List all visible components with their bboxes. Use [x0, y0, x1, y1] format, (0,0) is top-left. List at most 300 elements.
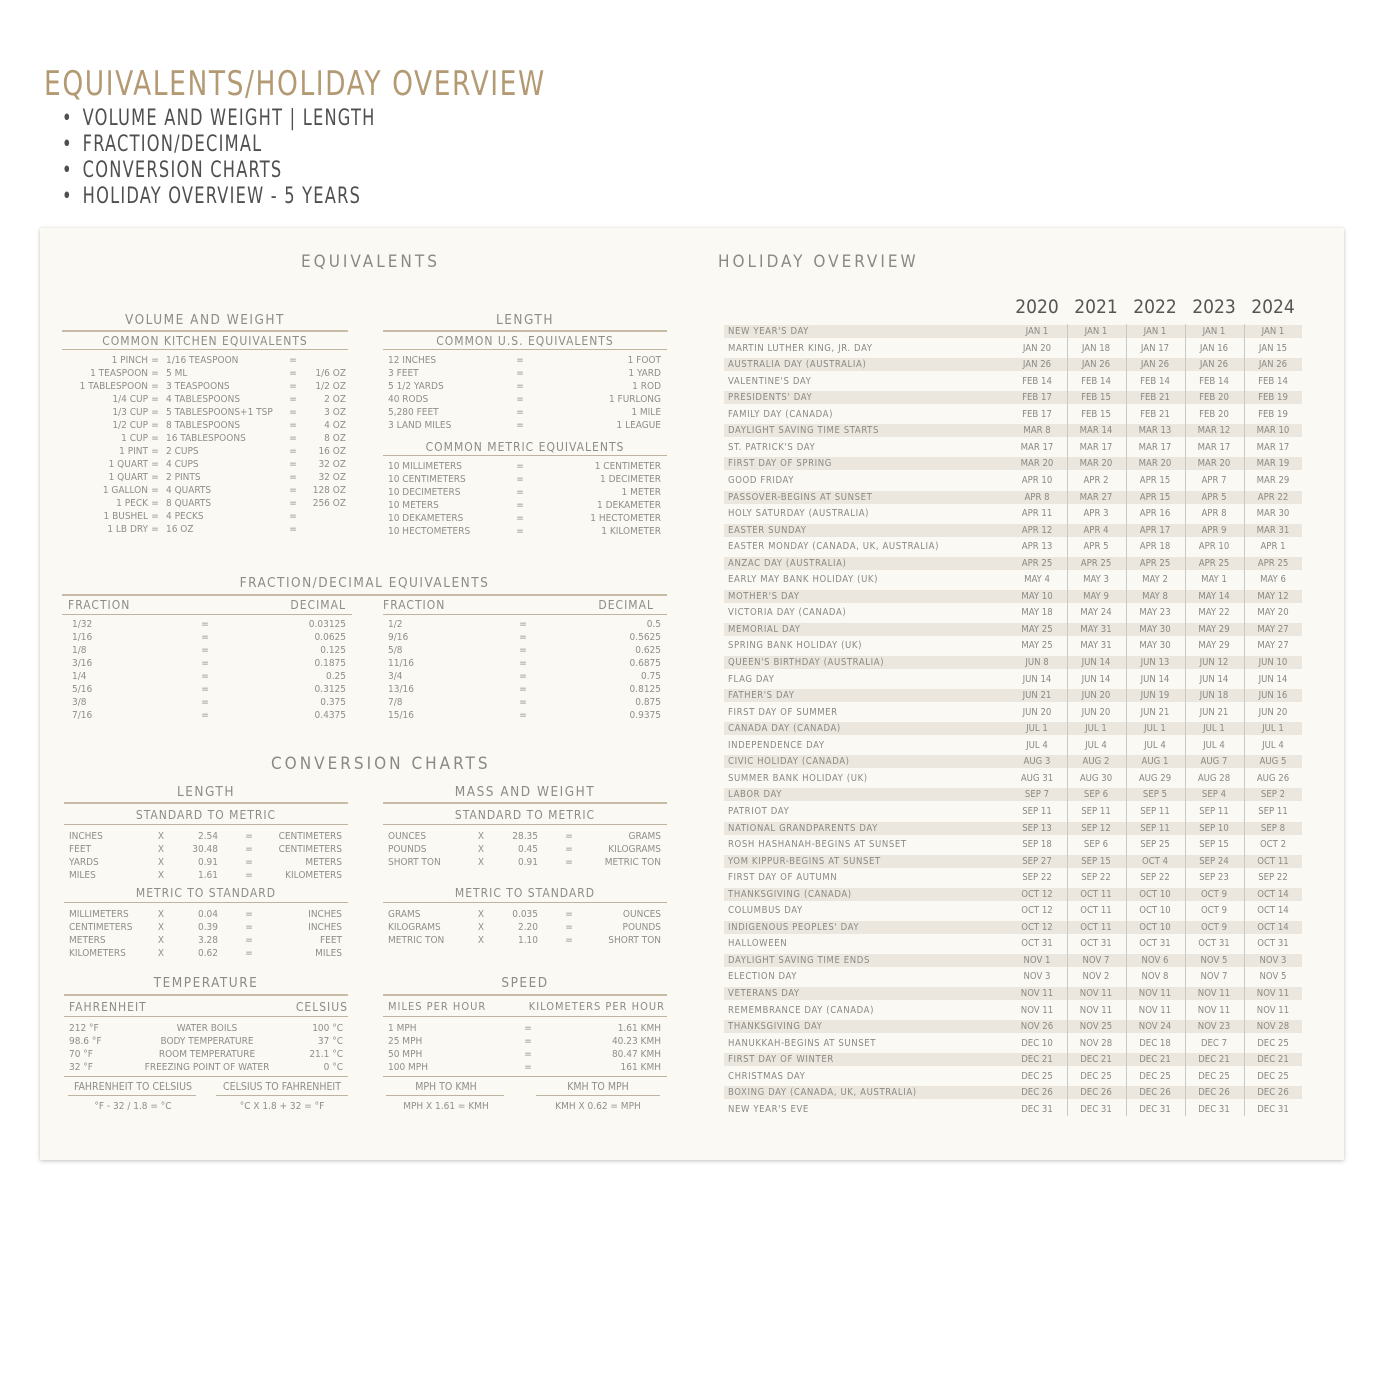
holiday-date: SEP 12	[1081, 822, 1111, 834]
holiday-row	[724, 788, 1302, 801]
holiday-date: FEB 19	[1258, 408, 1288, 420]
holiday-date: DEC 21	[1021, 1054, 1053, 1066]
equals-cell: =	[524, 1049, 532, 1060]
holiday-name: MEMORIAL DAY	[728, 623, 801, 635]
quantity-cell: 1 QUART	[108, 459, 148, 470]
holiday-date: APR 22	[1257, 491, 1289, 503]
holiday-name: NATIONAL GRANDPARENTS DAY	[728, 822, 878, 834]
holiday-date: MAR 27	[1079, 491, 1113, 503]
operator-cell: X	[477, 831, 485, 842]
feature-item: • CONVERSION CHARTS	[62, 158, 376, 184]
holiday-date: MAR 19	[1256, 458, 1290, 470]
holiday-date: SEP 24	[1199, 855, 1229, 867]
holiday-date: DEC 21	[1080, 1054, 1112, 1066]
holiday-name: VICTORIA DAY (CANADA)	[728, 607, 847, 619]
holiday-date: JUN 14	[1081, 673, 1111, 685]
holiday-date: MAR 20	[1138, 458, 1172, 470]
unit-cell: YARDS	[69, 857, 99, 868]
holiday-name: CANADA DAY (CANADA)	[728, 723, 841, 735]
equals-cell: =	[519, 645, 527, 656]
divider	[383, 1076, 667, 1077]
mph-column-header: MILES PER HOUR	[388, 1000, 487, 1013]
unit-cell: SHORT TON	[608, 935, 661, 946]
holiday-date: MAY 24	[1080, 607, 1112, 619]
equivalent-cell: 16 OZ	[166, 524, 194, 535]
holiday-date: NOV 25	[1079, 1021, 1113, 1033]
holiday-name: YOM KIPPUR-BEGINS AT SUNSET	[728, 855, 881, 867]
holiday-row	[724, 557, 1302, 570]
holiday-date: MAY 25	[1021, 640, 1053, 652]
holiday-date: JUN 14	[1199, 673, 1229, 685]
holiday-date: NOV 28	[1256, 1021, 1290, 1033]
equals-cell: =	[289, 446, 297, 457]
ounces-cell: 32 OZ	[318, 472, 346, 483]
factor-cell: 0.91	[517, 857, 538, 868]
holiday-name: HALLOWEEN	[728, 938, 788, 950]
celsius-column-header: CELSIUS	[295, 1000, 348, 1014]
holiday-row	[724, 1103, 1302, 1116]
holiday-date: MAY 25	[1021, 623, 1053, 635]
equals-cell: =	[289, 407, 297, 418]
kmh-cell: 161 KMH	[620, 1062, 661, 1073]
equals-cell: =	[245, 909, 253, 920]
holiday-name: THANKSGIVING (CANADA)	[728, 888, 852, 900]
holiday-name: SPRING BANK HOLIDAY (UK)	[728, 640, 863, 652]
holiday-date: JUL 4	[1085, 739, 1107, 751]
holiday-date: SEP 22	[1081, 872, 1111, 884]
holiday-name: NEW YEAR'S EVE	[728, 1103, 809, 1115]
holiday-row	[724, 739, 1302, 752]
holiday-date: NOV 11	[1079, 1004, 1113, 1016]
celsius-cell: 0 °C	[323, 1062, 343, 1073]
us-equivalents-heading: COMMON U.S. EQUIVALENTS	[436, 334, 614, 348]
holiday-date: OCT 11	[1080, 921, 1112, 933]
holiday-date: JUN 20	[1022, 706, 1052, 718]
divider	[383, 824, 667, 825]
divider	[64, 1016, 348, 1017]
unit-cell: POUNDS	[622, 922, 661, 933]
equals-cell: =	[245, 935, 253, 946]
holiday-date: SEP 25	[1140, 839, 1170, 851]
equals-cell: =	[289, 459, 297, 470]
holiday-date: MAY 2	[1142, 574, 1168, 586]
holiday-date: AUG 3	[1023, 756, 1051, 768]
holiday-date: APR 3	[1083, 508, 1109, 520]
holiday-date: MAR 13	[1138, 425, 1172, 437]
holiday-date: OCT 14	[1257, 905, 1289, 917]
holiday-date: DEC 25	[1021, 1070, 1053, 1082]
holiday-date: OCT 2	[1259, 839, 1287, 851]
holiday-row	[724, 1053, 1302, 1066]
holiday-row	[724, 524, 1302, 537]
unit-cell: METRIC TON	[604, 857, 661, 868]
holiday-date: JUL 4	[1026, 739, 1048, 751]
divider	[62, 594, 667, 596]
holiday-date: DEC 26	[1198, 1087, 1230, 1099]
holiday-date: MAY 1	[1201, 574, 1227, 586]
decimal-cell: 0.625	[635, 645, 661, 656]
operator-cell: X	[477, 857, 485, 868]
holiday-date: APR 1	[1260, 541, 1286, 553]
holiday-date: MAR 14	[1079, 425, 1113, 437]
holiday-row	[724, 755, 1302, 768]
unit-cell: SHORT TON	[388, 857, 441, 868]
holiday-date: MAR 30	[1256, 508, 1290, 520]
holiday-date: MAR 17	[1256, 441, 1290, 453]
quantity-cell: 5,280 FEET	[388, 407, 439, 418]
holiday-row	[724, 1004, 1302, 1017]
equals-cell: =	[565, 844, 573, 855]
fahrenheit-cell: 98.6 °F	[69, 1036, 102, 1047]
holiday-date: AUG 26	[1256, 772, 1290, 784]
holiday-date: APR 4	[1083, 524, 1109, 536]
equivalent-cell: 5 TABLESPOONS+1 TSP	[166, 407, 273, 418]
description-cell: FREEZING POINT OF WATER	[144, 1062, 270, 1073]
holiday-date: SEP 15	[1199, 839, 1229, 851]
equals-cell: =	[201, 710, 209, 721]
holiday-date: APR 5	[1201, 491, 1227, 503]
f-to-c-label: FAHRENHEIT TO CELSIUS	[74, 1081, 192, 1093]
equals-cell: =	[519, 684, 527, 695]
equivalent-cell: 1/16 TEASPOON	[166, 355, 239, 366]
holiday-date: DEC 26	[1257, 1087, 1289, 1099]
holiday-date: DEC 26	[1021, 1087, 1053, 1099]
holiday-name: DAYLIGHT SAVING TIME STARTS	[728, 425, 880, 437]
kmh-column-header: KILOMETERS PER HOUR	[528, 1000, 665, 1013]
holiday-name: VALENTINE'S DAY	[728, 375, 812, 387]
holiday-date: MAR 20	[1020, 458, 1054, 470]
fraction-cell: 3/4	[388, 671, 403, 682]
equals-cell: =	[151, 524, 159, 535]
quantity-cell: 1 GALLON	[102, 485, 148, 496]
holiday-row	[724, 573, 1302, 586]
divider	[62, 614, 352, 615]
holiday-date: DEC 18	[1139, 1037, 1171, 1049]
fraction-cell: 7/16	[72, 710, 93, 721]
holiday-date: JAN 1	[1261, 326, 1285, 337]
equals-cell: =	[516, 513, 524, 524]
equals-cell: =	[516, 526, 524, 537]
holiday-date: OCT 31	[1080, 938, 1112, 950]
holiday-date: JUN 20	[1258, 706, 1288, 718]
equals-cell: =	[151, 355, 159, 366]
holiday-row	[724, 441, 1302, 454]
holiday-date: DEC 31	[1021, 1103, 1053, 1115]
equals-cell: =	[151, 407, 159, 418]
planner-spread	[40, 228, 1344, 1160]
holiday-date: OCT 9	[1200, 921, 1228, 933]
quantity-cell: 3 FEET	[388, 368, 419, 379]
holiday-date: OCT 10	[1139, 905, 1171, 917]
holiday-date: OCT 10	[1139, 921, 1171, 933]
holiday-date: OCT 14	[1257, 921, 1289, 933]
holiday-row	[724, 954, 1302, 967]
holiday-date: JUL 4	[1144, 739, 1166, 751]
factor-cell: 0.62	[197, 948, 218, 959]
holiday-row	[724, 904, 1302, 917]
quantity-cell: 10 DEKAMETERS	[388, 513, 464, 524]
holiday-date: FEB 21	[1140, 392, 1170, 404]
holiday-date: MAY 10	[1021, 590, 1053, 602]
unit-cell: MILES	[69, 870, 96, 881]
decimal-cell: 0.5	[646, 619, 661, 630]
quantity-cell: 1 QUART	[108, 472, 148, 483]
equivalent-cell: 1 DECIMETER	[599, 474, 661, 485]
holiday-row	[724, 706, 1302, 719]
fahrenheit-cell: 212 °F	[69, 1023, 99, 1034]
holiday-date: MAR 31	[1256, 524, 1290, 536]
holiday-name: GOOD FRIDAY	[728, 474, 795, 486]
quantity-cell: 1 LB DRY	[107, 524, 148, 535]
equivalent-cell: 8 TABLESPOONS	[166, 420, 241, 431]
equals-cell: =	[516, 407, 524, 418]
holiday-date: JUN 20	[1081, 706, 1111, 718]
holiday-name: BOXING DAY (CANADA, UK, AUSTRALIA)	[728, 1087, 917, 1099]
holiday-date: AUG 7	[1200, 756, 1228, 768]
holiday-date: FEB 14	[1081, 375, 1111, 387]
holiday-date: OCT 31	[1021, 938, 1053, 950]
fraction-cell: 3/16	[72, 658, 93, 669]
divider	[62, 330, 348, 332]
holiday-name: CHRISTMAS DAY	[728, 1070, 806, 1082]
decimal-cell: 0.5625	[629, 632, 661, 643]
column-divider	[1185, 324, 1186, 1116]
divider	[68, 1095, 196, 1096]
holiday-date: AUG 1	[1141, 756, 1169, 768]
holiday-date: OCT 4	[1141, 855, 1169, 867]
factor-cell: 0.04	[197, 909, 218, 920]
equals-cell: =	[201, 658, 209, 669]
holiday-date: JAN 1	[1202, 326, 1226, 337]
holiday-date: MAR 20	[1197, 458, 1231, 470]
holiday-date: OCT 12	[1021, 888, 1053, 900]
equals-cell: =	[151, 498, 159, 509]
holiday-date: JUN 19	[1140, 690, 1170, 702]
equals-cell: =	[289, 394, 297, 405]
celsius-cell: 100 °C	[312, 1023, 343, 1034]
mass-weight-heading: MASS AND WEIGHT	[454, 784, 596, 800]
holiday-date: SEP 11	[1140, 822, 1170, 834]
holiday-name: EASTER SUNDAY	[728, 524, 807, 536]
c-to-f-formula: °C X 1.8 + 32 = °F	[239, 1101, 325, 1112]
holiday-date: OCT 11	[1080, 888, 1112, 900]
holiday-row	[724, 689, 1302, 702]
equals-cell: =	[516, 381, 524, 392]
equals-cell: =	[519, 632, 527, 643]
fraction-cell: 1/32	[72, 619, 93, 630]
holiday-date: NOV 11	[1020, 988, 1054, 999]
unit-cell: KILOGRAMS	[608, 844, 661, 855]
column-divider	[1126, 324, 1127, 1116]
holiday-date: APR 10	[1021, 474, 1053, 486]
holiday-row	[724, 474, 1302, 487]
equals-cell: =	[565, 831, 573, 842]
holiday-row	[724, 606, 1302, 619]
holiday-date: MAY 20	[1257, 607, 1289, 619]
holiday-date: MAR 29	[1256, 474, 1290, 486]
quantity-cell: 1 PECK	[116, 498, 148, 509]
equivalent-cell: 1 DEKAMETER	[597, 500, 661, 511]
equivalent-cell: 1 ROD	[632, 381, 661, 392]
holiday-row	[724, 408, 1302, 421]
factor-cell: 1.10	[517, 935, 538, 946]
quantity-cell: 5 1/2 YARDS	[388, 381, 444, 392]
unit-cell: CENTIMETERS	[278, 844, 342, 855]
equivalent-cell: 1 METER	[621, 487, 661, 498]
holiday-name: COLUMBUS DAY	[728, 905, 803, 917]
equals-cell: =	[516, 394, 524, 405]
holiday-date: JUL 4	[1262, 739, 1284, 751]
holiday-overview-heading: HOLIDAY OVERVIEW	[718, 252, 919, 272]
quantity-cell: 1 PINCH	[111, 355, 148, 366]
divider	[64, 824, 348, 825]
ounces-cell: 1/6 OZ	[315, 368, 346, 379]
decimal-cell: 0.4375	[314, 710, 346, 721]
fraction-cell: 3/8	[72, 697, 87, 708]
equals-cell: =	[519, 697, 527, 708]
unit-cell: INCHES	[69, 831, 103, 842]
holiday-date: OCT 31	[1198, 938, 1230, 950]
equals-cell: =	[565, 909, 573, 920]
holiday-date: NOV 1	[1023, 954, 1051, 966]
kmh-cell: 80.47 KMH	[611, 1049, 661, 1060]
equivalent-cell: 1 HECTOMETER	[590, 513, 661, 524]
mph-cell: 1 MPH	[388, 1023, 417, 1034]
holiday-date: APR 11	[1021, 508, 1053, 520]
holiday-date: JUL 1	[1026, 723, 1048, 735]
fahrenheit-column-header: FAHRENHEIT	[69, 1000, 147, 1014]
holiday-date: JAN 26	[1022, 359, 1052, 371]
decimal-cell: 0.125	[320, 645, 346, 656]
operator-cell: X	[477, 935, 485, 946]
equals-cell: =	[289, 524, 297, 535]
holiday-date: FEB 14	[1022, 375, 1052, 387]
operator-cell: X	[157, 922, 165, 933]
description-cell: WATER BOILS	[176, 1023, 238, 1034]
holiday-date: DEC 31	[1198, 1103, 1230, 1115]
operator-cell: X	[157, 935, 165, 946]
holiday-name: ROSH HASHANAH-BEGINS AT SUNSET	[728, 839, 907, 851]
holiday-date: MAY 29	[1198, 640, 1230, 652]
holiday-date: NOV 6	[1141, 954, 1169, 966]
fraction-decimal-heading: FRACTION/DECIMAL EQUIVALENTS	[239, 575, 490, 591]
equals-cell: =	[151, 459, 159, 470]
equals-cell: =	[289, 511, 297, 522]
holiday-row	[724, 822, 1302, 835]
holiday-date: MAY 18	[1021, 607, 1053, 619]
conversion-charts-heading: CONVERSION CHARTS	[271, 754, 491, 774]
equivalent-cell: 2 PINTS	[166, 472, 201, 483]
holiday-row	[724, 424, 1302, 437]
holiday-date: SEP 2	[1260, 789, 1286, 801]
equals-cell: =	[519, 619, 527, 630]
holiday-row	[724, 1037, 1302, 1050]
holiday-row	[724, 391, 1302, 404]
equals-cell: =	[516, 461, 524, 472]
decimal-cell: 0.875	[635, 697, 661, 708]
holiday-row	[724, 855, 1302, 868]
mph-cell: 50 MPH	[388, 1049, 423, 1060]
holiday-row	[724, 1070, 1302, 1083]
equals-cell: =	[565, 922, 573, 933]
holiday-row	[724, 342, 1302, 355]
holiday-date: SEP 22	[1022, 872, 1052, 884]
speed-heading: SPEED	[501, 975, 549, 991]
f-to-c-formula: °F - 32 / 1.8 = °C	[94, 1101, 172, 1112]
holiday-date: AUG 28	[1197, 772, 1231, 784]
holiday-row	[724, 970, 1302, 983]
holiday-date: JAN 18	[1081, 342, 1111, 354]
holiday-date: FEB 17	[1022, 392, 1052, 404]
operator-cell: X	[157, 857, 165, 868]
holiday-date: MAY 31	[1080, 640, 1112, 652]
holiday-date: OCT 12	[1021, 921, 1053, 933]
equals-cell: =	[245, 857, 253, 868]
holiday-date: MAR 17	[1197, 441, 1231, 453]
fahrenheit-cell: 32 °F	[69, 1062, 93, 1073]
holiday-row	[724, 921, 1302, 934]
fraction-cell: 1/4	[72, 671, 87, 682]
decimal-cell: 0.6875	[629, 658, 661, 669]
holiday-name: HOLY SATURDAY (AUSTRALIA)	[728, 508, 870, 520]
std-to-metric-heading: STANDARD TO METRIC	[135, 808, 277, 822]
factor-cell: 28.35	[512, 831, 538, 842]
fraction-cell: 5/16	[72, 684, 93, 695]
holiday-date: DEC 26	[1139, 1087, 1171, 1099]
operator-cell: X	[477, 922, 485, 933]
holiday-name: CIVIC HOLIDAY (CANADA)	[728, 756, 850, 768]
unit-cell: OUNCES	[388, 831, 427, 842]
length-heading: LENGTH	[495, 312, 554, 328]
holiday-date: NOV 11	[1197, 1004, 1231, 1016]
equivalent-cell: 4 TABLESPOONS	[166, 394, 241, 405]
decimal-cell: 0.8125	[629, 684, 661, 695]
equals-cell: =	[289, 381, 297, 392]
operator-cell: X	[157, 844, 165, 855]
equals-cell: =	[289, 433, 297, 444]
quantity-cell: 1 BUSHEL	[103, 511, 148, 522]
holiday-date: NOV 7	[1082, 954, 1110, 966]
holiday-date: NOV 3	[1259, 954, 1287, 966]
holiday-name: FIRST DAY OF AUTUMN	[728, 872, 838, 884]
holiday-date: APR 25	[1021, 557, 1053, 569]
holiday-date: NOV 11	[1256, 988, 1290, 999]
holiday-date: MAY 29	[1198, 623, 1230, 635]
holiday-name: FIRST DAY OF SPRING	[728, 458, 832, 470]
holiday-date: SEP 11	[1081, 805, 1111, 817]
operator-cell: X	[157, 870, 165, 881]
holiday-date: DEC 21	[1139, 1054, 1171, 1066]
holiday-date: JUN 16	[1258, 690, 1288, 702]
equals-cell: =	[245, 870, 253, 881]
holiday-date: FEB 19	[1258, 392, 1288, 404]
holiday-name: THANKSGIVING DAY	[728, 1021, 823, 1033]
equals-cell: =	[151, 394, 159, 405]
holiday-name: EARLY MAY BANK HOLIDAY (UK)	[728, 574, 879, 586]
decimal-cell: 0.0625	[314, 632, 346, 643]
holiday-name: PRESIDENTS' DAY	[728, 392, 813, 404]
kmh-cell: 1.61 KMH	[617, 1023, 661, 1034]
holiday-date: AUG 2	[1082, 756, 1110, 768]
holiday-name: FAMILY DAY (CANADA)	[728, 408, 834, 420]
equivalent-cell: 1 CENTIMETER	[594, 461, 661, 472]
divider	[64, 802, 348, 804]
holiday-row	[724, 722, 1302, 735]
holiday-date: JUN 21	[1022, 690, 1052, 702]
quantity-cell: 1/3 CUP	[112, 407, 148, 418]
holiday-row	[724, 540, 1302, 553]
holiday-name: MOTHER'S DAY	[728, 590, 800, 602]
